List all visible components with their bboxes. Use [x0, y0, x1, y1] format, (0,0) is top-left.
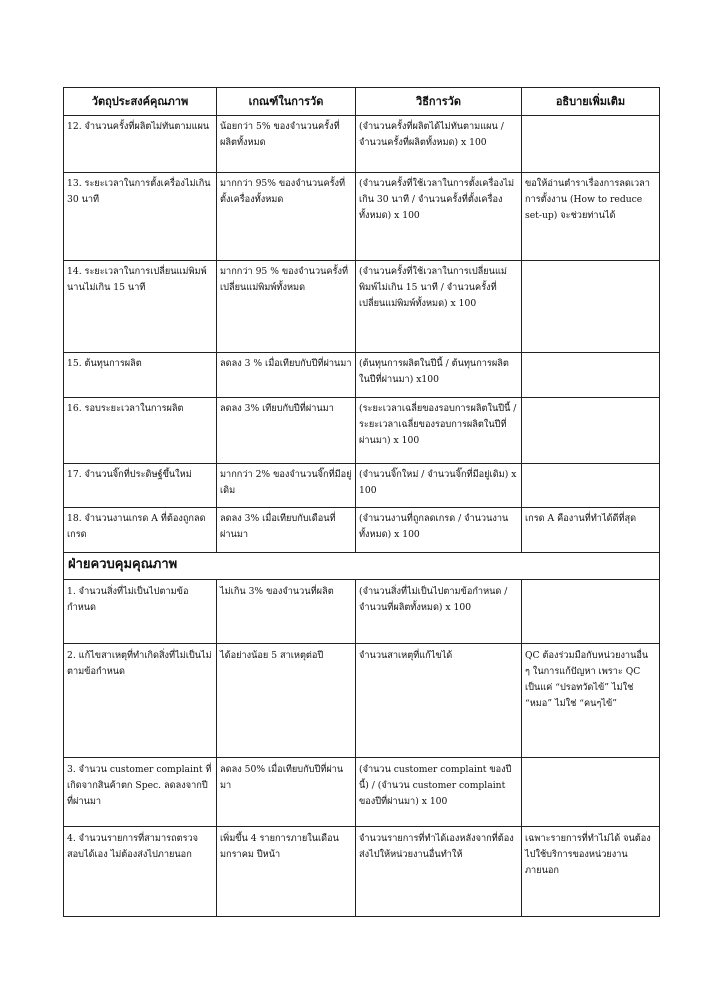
- table-row: [64, 398, 660, 464]
- table-row: [64, 579, 660, 643]
- criteria-cell: น้อยกว่า 5% ของจำนวนครั้งที่ผลิตทั้งหมด: [217, 116, 356, 173]
- table-header-row: [64, 88, 660, 116]
- section-title: ฝ่ายควบคุมคุณภาพ: [64, 553, 660, 579]
- objective-cell: 13. ระยะเวลาในการตั้งเครื่องไม่เกิน 30 นาที: [64, 173, 217, 261]
- criteria-cell: ลดลง 3 % เมื่อเทียบกับปีที่ผ่านมา: [217, 353, 356, 398]
- method-cell: (จำนวนจิ๊กใหม่ / จำนวนจิ๊กที่มีอยู่เดิม) x 100: [356, 464, 522, 508]
- section-row: [64, 553, 660, 579]
- objective-cell: 16. รอบระยะเวลาในการผลิต: [64, 398, 217, 464]
- note-cell: QC ต้องร่วมมือกับหน่วยงานอื่น ๆ ในการแก้ปัญหา เพราะ QC เป็นแค่ “ปรอทวัดไข้” ไม่ใช่ “หมอ” ไม่ใช่ “คนๆไข้”: [522, 643, 660, 757]
- header-objective: วัตถุประสงค์คุณภาพ: [64, 88, 217, 116]
- criteria-cell: เพิ่มขึ้น 4 รายการภายในเดือนมกราคม ปีหน้า: [217, 826, 356, 916]
- note-cell: [522, 464, 660, 508]
- objective-cell: 18. จำนวนงานเกรด A ที่ต้องถูกลดเกรด: [64, 508, 217, 553]
- objective-cell: 4. จำนวนรายการที่สามารถตรวจสอบได้เอง ไม่ต้องส่งไปภายนอก: [64, 826, 217, 916]
- table-row: [64, 353, 660, 398]
- method-cell: (จำนวนงานที่ถูกลดเกรด / จำนวนงานทั้งหมด) x 100: [356, 508, 522, 553]
- note-cell: [522, 579, 660, 643]
- table-row: [64, 508, 660, 553]
- objective-cell: 12. จำนวนครั้งที่ผลิตไม่ทันตามแผน: [64, 116, 217, 173]
- document-page: [63, 87, 659, 917]
- method-cell: (จำนวนครั้งที่ใช้เวลาในการเปลี่ยนแม่พิมพ์ไม่เกิน 15 นาที / จำนวนครั้งที่เปลี่ยนแม่พิมพ์ทั้งหมด) x 100: [356, 261, 522, 353]
- method-cell: จำนวนรายการที่ทำได้เองหลังจากที่ต้องส่งไปให้หน่วยงานอื่นทำให้: [356, 826, 522, 916]
- note-cell: [522, 398, 660, 464]
- table-row: [64, 464, 660, 508]
- table-row: [64, 826, 660, 916]
- header-note: อธิบายเพิ่มเติม: [522, 88, 660, 116]
- method-cell: จำนวนสาเหตุที่แก้ไขได้: [356, 643, 522, 757]
- objective-cell: 15. ต้นทุนการผลิต: [64, 353, 217, 398]
- objective-cell: 17. จำนวนจิ๊กที่ประดิษฐ์ขึ้นใหม่: [64, 464, 217, 508]
- criteria-cell: ไม่เกิน 3% ของจำนวนที่ผลิต: [217, 579, 356, 643]
- method-cell: (จำนวนครั้งที่ใช้เวลาในการตั้งเครื่องไม่เกิน 30 นาที / จำนวนครั้งที่ตั้งเครื่องทั้งหมด) x 100: [356, 173, 522, 261]
- quality-objectives-table: [63, 87, 660, 553]
- objective-cell: 14. ระยะเวลาในการเปลี่ยนแม่พิมพ์นานไม่เกิน 15 นาที: [64, 261, 217, 353]
- header-criteria: เกณฑ์ในการวัด: [217, 88, 356, 116]
- method-cell: (จำนวน customer complaint ของปีนี้) / (จำนวน customer complaint ของปีที่ผ่านมา) x 100: [356, 757, 522, 826]
- note-cell: [522, 261, 660, 353]
- note-cell: [522, 116, 660, 173]
- table-row: [64, 643, 660, 757]
- table-row: [64, 261, 660, 353]
- method-cell: (จำนวนสิ่งที่ไม่เป็นไปตามข้อกำหนด / จำนวนที่ผลิตทั้งหมด) x 100: [356, 579, 522, 643]
- note-cell: [522, 353, 660, 398]
- criteria-cell: ลดลง 3% เทียบกับปีที่ผ่านมา: [217, 398, 356, 464]
- criteria-cell: มากกว่า 95 % ของจำนวนครั้งที่เปลี่ยนแม่พิมพ์ทั้งหมด: [217, 261, 356, 353]
- criteria-cell: ได้อย่างน้อย 5 สาเหตุต่อปี: [217, 643, 356, 757]
- objective-cell: 1. จำนวนสิ่งที่ไม่เป็นไปตามข้อกำหนด: [64, 579, 217, 643]
- note-cell: [522, 757, 660, 826]
- objective-cell: 2. แก้ไขสาเหตุที่ทำเกิดสิ่งที่ไม่เป็นไม่ตามข้อกำหนด: [64, 643, 217, 757]
- criteria-cell: มากกว่า 2% ของจำนวนจิ๊กที่มีอยู่เดิม: [217, 464, 356, 508]
- method-cell: (ต้นทุนการผลิตในปีนี้ / ต้นทุนการผลิตในปีที่ผ่านมา) x100: [356, 353, 522, 398]
- criteria-cell: ลดลง 50% เมื่อเทียบกับปีที่ผ่านมา: [217, 757, 356, 826]
- objective-cell: 3. จำนวน customer complaint ที่เกิดจากสินค้าตก Spec. ลดลงจากปีที่ผ่านมา: [64, 757, 217, 826]
- table-row: [64, 757, 660, 826]
- method-cell: (ระยะเวลาเฉลี่ยของรอบการผลิตในปีนี้ / ระยะเวลาเฉลี่ยของรอบการผลิตในปีที่ผ่านมา) x 100: [356, 398, 522, 464]
- table-row: [64, 116, 660, 173]
- note-cell: ขอให้อ่านตำราเรื่องการลดเวลาการตั้งงาน (How to reduce set-up) จะช่วยท่านได้: [522, 173, 660, 261]
- method-cell: (จำนวนครั้งที่ผลิตได้ไม่ทันตามแผน / จำนวนครั้งที่ผลิตทั้งหมด) x 100: [356, 116, 522, 173]
- criteria-cell: ลดลง 3% เมื่อเทียบกับเดือนที่ผ่านมา: [217, 508, 356, 553]
- note-cell: เฉพาะรายการที่ทำไม่ได้ จนต้องไปใช้บริการของหน่วยงานภายนอก: [522, 826, 660, 916]
- criteria-cell: มากกว่า 95% ของจำนวนครั้งที่ตั้งเครื่องทั้งหมด: [217, 173, 356, 261]
- qc-objectives-table: [63, 553, 660, 917]
- note-cell: เกรด A คืองานที่ทำได้ดีที่สุด: [522, 508, 660, 553]
- table-row: [64, 173, 660, 261]
- header-method: วิธีการวัด: [356, 88, 522, 116]
